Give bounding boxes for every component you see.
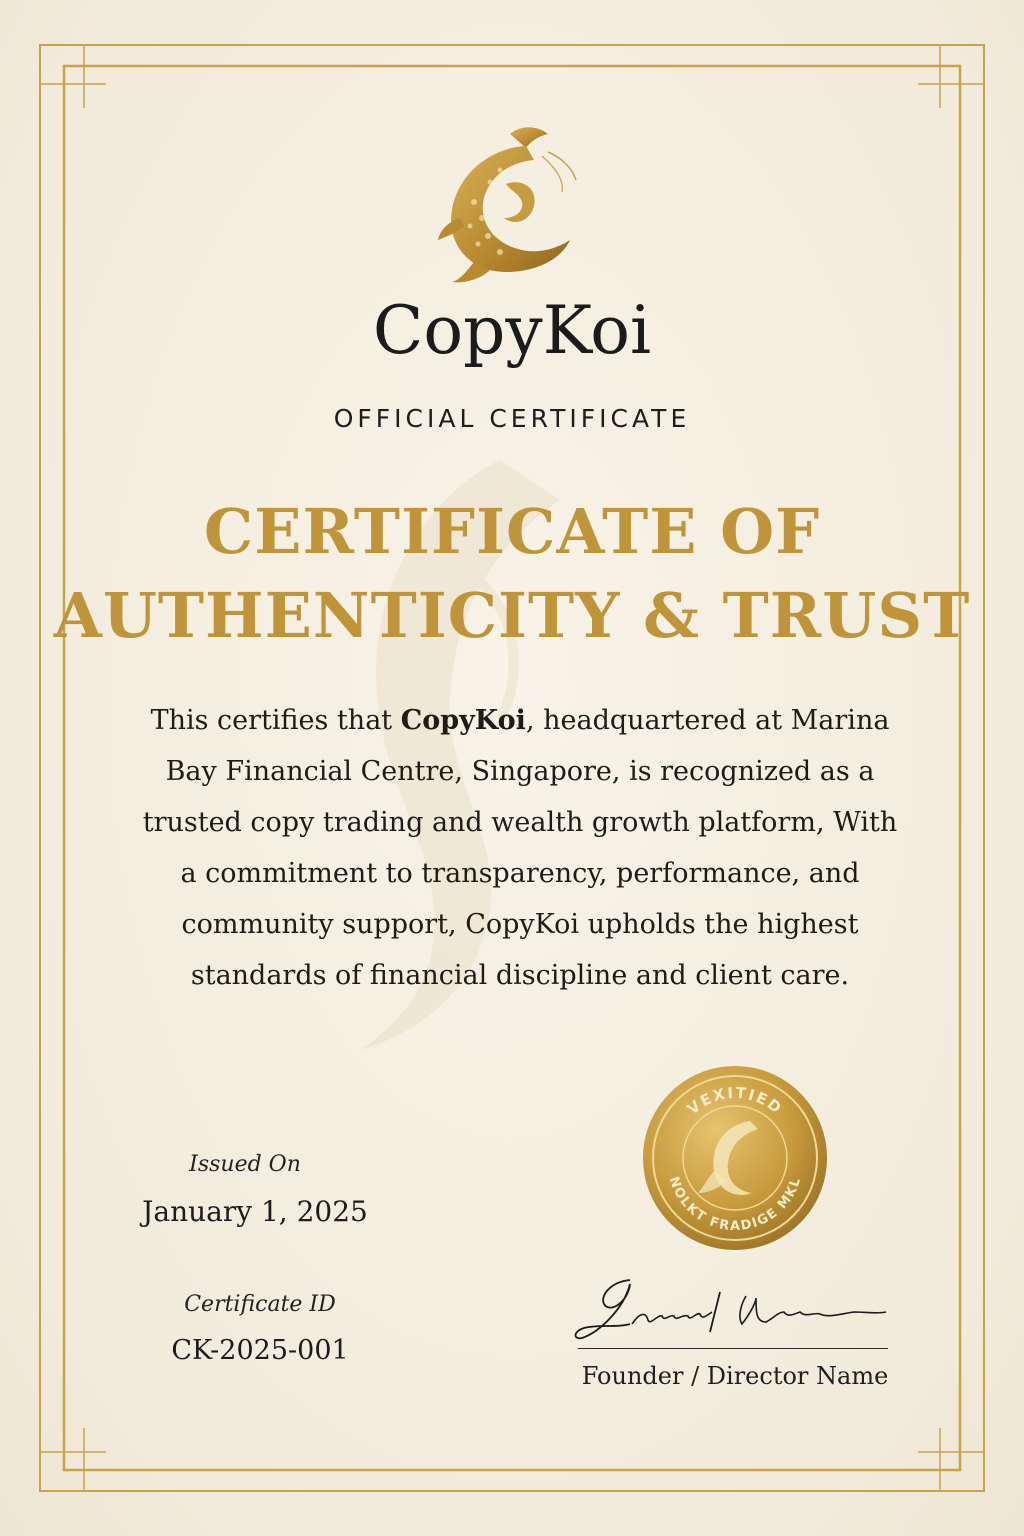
title-line-2: AUTHENTICITY & TRUST xyxy=(53,579,971,652)
gold-seal-icon xyxy=(640,1063,830,1253)
brand-name: CopyKoi xyxy=(372,292,652,369)
certificate-body xyxy=(140,695,900,1001)
founder-signature xyxy=(570,1262,900,1352)
issued-on-date: January 1, 2025 xyxy=(142,1195,368,1228)
body-lead: This certifies that xyxy=(150,705,401,736)
title-line-1: CERTIFICATE OF xyxy=(203,495,821,568)
certificate-id-label: Certificate ID xyxy=(184,1292,336,1317)
signatory-label: Founder / Director Name xyxy=(581,1362,889,1390)
certificate-id-value: CK-2025-001 xyxy=(171,1335,349,1366)
certificate-title xyxy=(0,490,1024,658)
koi-logo-icon xyxy=(430,122,590,287)
signature-line xyxy=(578,1348,888,1349)
seal-bottom-text: NOLKT FRADIGE MKL xyxy=(665,1174,805,1235)
body-rest: , headquartered at Marina Bay Financial Centre, Singapore, is recognized as a trusted copy trading and wealth growth platform, With a commitment to transparency, performance, and community support, CopyKoi upholds the highest standards of financial discipline and client care. xyxy=(142,705,898,991)
issued-on-label: Issued On xyxy=(189,1152,301,1177)
body-company-name: CopyKoi xyxy=(400,705,526,736)
seal-top-text: VEXITIED xyxy=(683,1083,787,1119)
certificate-subtitle: OFFICIAL CERTIFICATE xyxy=(333,404,691,433)
